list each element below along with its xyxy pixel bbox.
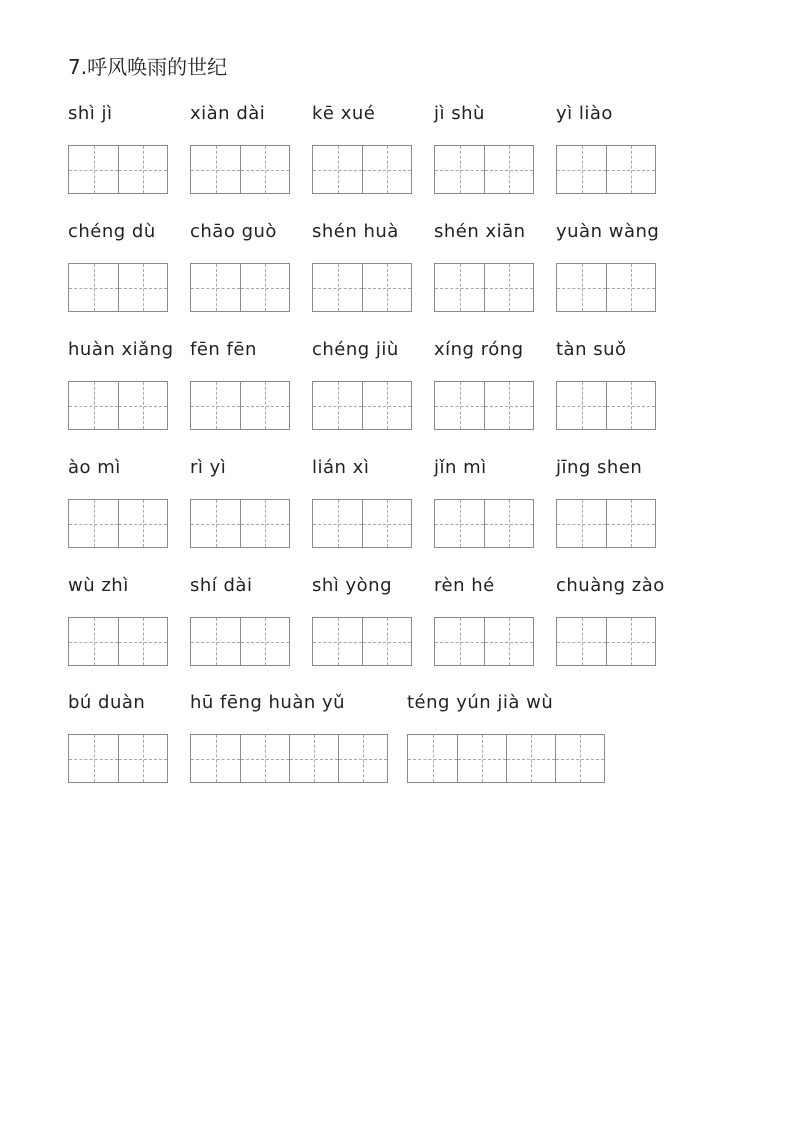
writing-cell[interactable] xyxy=(313,146,362,193)
pinyin-label: yì liào xyxy=(556,103,613,124)
writing-cell[interactable] xyxy=(606,618,655,665)
writing-grid xyxy=(556,499,656,548)
writing-cell[interactable] xyxy=(240,735,289,782)
writing-cell[interactable] xyxy=(484,264,533,311)
pinyin-label: huàn xiǎng xyxy=(68,339,174,360)
pinyin-label: chéng jiù xyxy=(312,339,399,360)
writing-grid xyxy=(190,734,388,783)
writing-grid xyxy=(556,617,656,666)
writing-grid xyxy=(312,145,412,194)
writing-cell[interactable] xyxy=(435,264,484,311)
writing-cell[interactable] xyxy=(435,500,484,547)
writing-cell[interactable] xyxy=(240,146,289,193)
writing-grid xyxy=(434,617,534,666)
writing-cell[interactable] xyxy=(362,264,411,311)
writing-cell[interactable] xyxy=(191,146,240,193)
pinyin-label: ào mì xyxy=(68,457,121,478)
writing-grid xyxy=(68,145,168,194)
pinyin-label: bú duàn xyxy=(68,692,146,713)
pinyin-label: rèn hé xyxy=(434,575,495,596)
writing-cell[interactable] xyxy=(69,618,118,665)
writing-cell[interactable] xyxy=(240,264,289,311)
writing-cell[interactable] xyxy=(118,618,167,665)
writing-cell[interactable] xyxy=(606,500,655,547)
writing-grid xyxy=(312,499,412,548)
writing-cell[interactable] xyxy=(362,500,411,547)
writing-grid xyxy=(68,617,168,666)
writing-cell[interactable] xyxy=(408,735,457,782)
writing-cell[interactable] xyxy=(191,500,240,547)
writing-cell[interactable] xyxy=(313,264,362,311)
writing-cell[interactable] xyxy=(484,500,533,547)
writing-cell[interactable] xyxy=(484,618,533,665)
pinyin-label: hū fēng huàn yǔ xyxy=(190,692,346,713)
pinyin-label: xiàn dài xyxy=(190,103,266,124)
pinyin-label: xíng róng xyxy=(434,339,524,360)
pinyin-label: kē xué xyxy=(312,103,376,124)
pinyin-label: chāo guò xyxy=(190,221,277,242)
writing-grid xyxy=(434,263,534,312)
writing-grid xyxy=(190,263,290,312)
writing-cell[interactable] xyxy=(313,382,362,429)
writing-grid xyxy=(312,263,412,312)
writing-grid xyxy=(190,617,290,666)
writing-cell[interactable] xyxy=(118,500,167,547)
writing-cell[interactable] xyxy=(506,735,555,782)
writing-cell[interactable] xyxy=(191,735,240,782)
pinyin-label: rì yì xyxy=(190,457,227,478)
pinyin-label: jì shù xyxy=(434,103,485,124)
pinyin-label: yuàn wàng xyxy=(556,221,660,242)
writing-cell[interactable] xyxy=(191,264,240,311)
writing-grid xyxy=(68,263,168,312)
writing-cell[interactable] xyxy=(557,618,606,665)
writing-grid xyxy=(312,381,412,430)
writing-cell[interactable] xyxy=(118,382,167,429)
writing-cell[interactable] xyxy=(240,500,289,547)
writing-cell[interactable] xyxy=(191,382,240,429)
writing-grid xyxy=(434,499,534,548)
pinyin-label: tàn suǒ xyxy=(556,339,627,360)
writing-cell[interactable] xyxy=(606,146,655,193)
writing-grid xyxy=(190,145,290,194)
writing-cell[interactable] xyxy=(555,735,604,782)
pinyin-label: fēn fēn xyxy=(190,339,257,360)
writing-cell[interactable] xyxy=(606,264,655,311)
writing-cell[interactable] xyxy=(557,264,606,311)
pinyin-label: jǐn mì xyxy=(434,457,487,478)
pinyin-label: wù zhì xyxy=(68,575,129,596)
pinyin-label: jīng shen xyxy=(556,457,643,478)
writing-grid xyxy=(312,617,412,666)
writing-grid xyxy=(434,381,534,430)
writing-cell[interactable] xyxy=(118,146,167,193)
writing-cell[interactable] xyxy=(484,382,533,429)
writing-cell[interactable] xyxy=(484,146,533,193)
writing-cell[interactable] xyxy=(362,382,411,429)
writing-grid xyxy=(190,499,290,548)
writing-grid xyxy=(68,381,168,430)
worksheet-title: 7.呼风唤雨的世纪 xyxy=(68,55,228,79)
writing-cell[interactable] xyxy=(362,618,411,665)
pinyin-label: shí dài xyxy=(190,575,253,596)
pinyin-label: shì jì xyxy=(68,103,113,124)
writing-cell[interactable] xyxy=(240,382,289,429)
writing-cell[interactable] xyxy=(289,735,338,782)
writing-cell[interactable] xyxy=(69,382,118,429)
writing-cell[interactable] xyxy=(118,264,167,311)
pinyin-label: lián xì xyxy=(312,457,370,478)
writing-cell[interactable] xyxy=(457,735,506,782)
writing-grid xyxy=(556,381,656,430)
writing-cell[interactable] xyxy=(118,735,167,782)
pinyin-label: shén huà xyxy=(312,221,399,242)
writing-cell[interactable] xyxy=(69,735,118,782)
writing-cell[interactable] xyxy=(69,500,118,547)
writing-grid xyxy=(68,734,168,783)
writing-cell[interactable] xyxy=(435,382,484,429)
writing-grid xyxy=(556,263,656,312)
writing-cell[interactable] xyxy=(69,146,118,193)
writing-grid xyxy=(190,381,290,430)
writing-cell[interactable] xyxy=(313,618,362,665)
writing-cell[interactable] xyxy=(313,500,362,547)
writing-cell[interactable] xyxy=(557,500,606,547)
writing-cell[interactable] xyxy=(240,618,289,665)
writing-grid xyxy=(434,145,534,194)
writing-cell[interactable] xyxy=(606,382,655,429)
writing-cell[interactable] xyxy=(557,146,606,193)
writing-grid xyxy=(556,145,656,194)
pinyin-label: shén xiān xyxy=(434,221,526,242)
writing-cell[interactable] xyxy=(362,146,411,193)
writing-cell[interactable] xyxy=(191,618,240,665)
writing-cell[interactable] xyxy=(69,264,118,311)
writing-grid xyxy=(68,499,168,548)
writing-grid xyxy=(407,734,605,783)
writing-cell[interactable] xyxy=(557,382,606,429)
pinyin-label: chéng dù xyxy=(68,221,156,242)
pinyin-label: shì yòng xyxy=(312,575,393,596)
pinyin-label: chuàng zào xyxy=(556,575,665,596)
writing-cell[interactable] xyxy=(435,618,484,665)
writing-cell[interactable] xyxy=(435,146,484,193)
writing-cell[interactable] xyxy=(338,735,387,782)
pinyin-label: téng yún jià wù xyxy=(407,692,554,713)
